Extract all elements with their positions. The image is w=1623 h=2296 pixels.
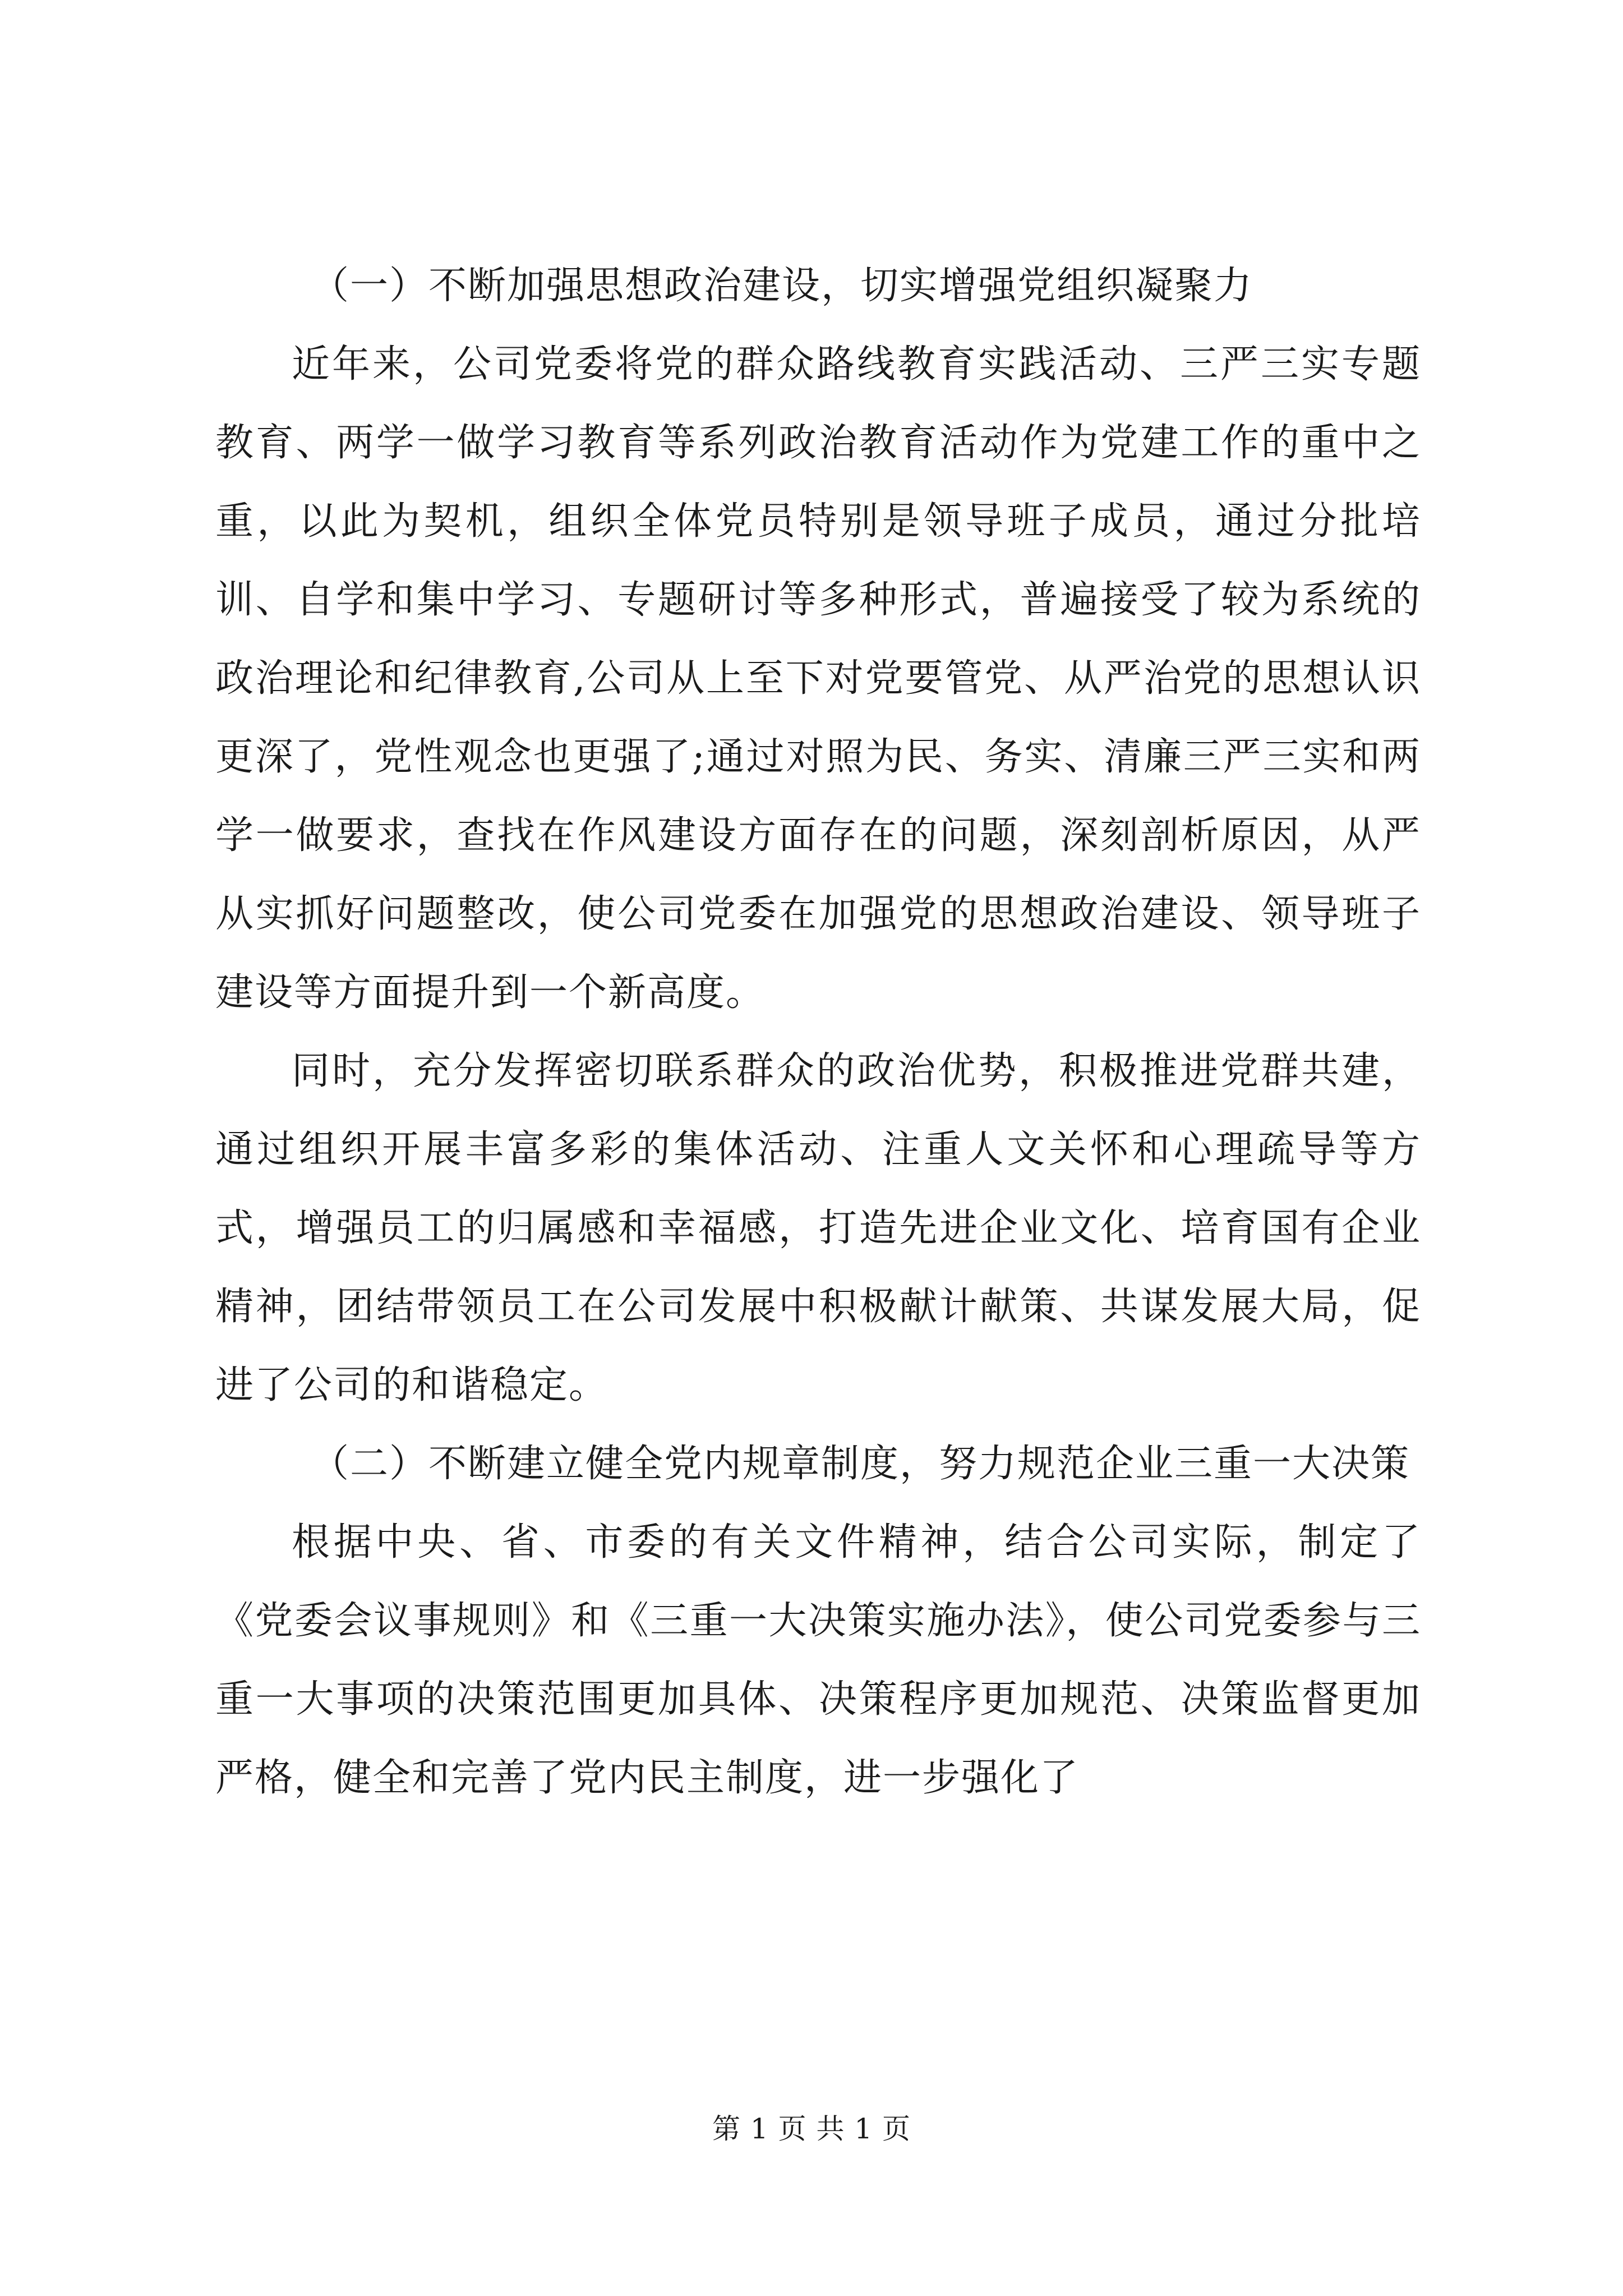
section-heading-1: （一）不断加强思想政治建设，切实增强党组织凝聚力 xyxy=(311,264,1253,308)
document-body xyxy=(215,247,1421,1818)
paragraph-2: 同时，充分发挥密切联系群众的政治优势，积极推进党群共建，通过组织开展丰富多彩的集体活动、注重人文关怀和心理疏导等方式，增强员工的归属感和幸福感，打造先进企业文化、培育国有企业精神，团结带领员工在公司发展中积极献计献策、共谋发展大局，促进了公司的和谐稳定。 xyxy=(215,1049,1421,1407)
paragraph-1: 近年来，公司党委将党的群众路线教育实践活动、三严三实专题教育、两学一做学习教育等系列政治教育活动作为党建工作的重中之重，以此为契机，组织全体党员特别是领导班子成员，通过分批培训、自学和集中学习、专题研讨等多种形式，普遍接受了较为系统的政治理论和纪律教育,公司从上至下对党要管党、从严治党的思想认识更深了，党性观念也更强了;通过对照为民、务实、清廉三严三实和两学一做要求，查找在作风建设方面存在的问题，深刻剖析原因，从严从实抓好问题整改，使公司党委在加强党的思想政治建设、领导班子建设等方面提升到一个新高度。 xyxy=(215,342,1421,1015)
section-heading-2: （二）不断建立健全党内规章制度，努力规范企业三重一大决策 xyxy=(311,1442,1410,1486)
page-footer: 第 1 页 共 1 页 xyxy=(712,2113,911,2145)
paragraph-3: 根据中央、省、市委的有关文件精神，结合公司实际，制定了《党委会议事规则》和《三重一大决策实施办法》，使公司党委参与三重一大事项的决策范围更加具体、决策程序更加规范、决策监督更加严格，健全和完善了党内民主制度，进一步强化了 xyxy=(215,1520,1421,1800)
